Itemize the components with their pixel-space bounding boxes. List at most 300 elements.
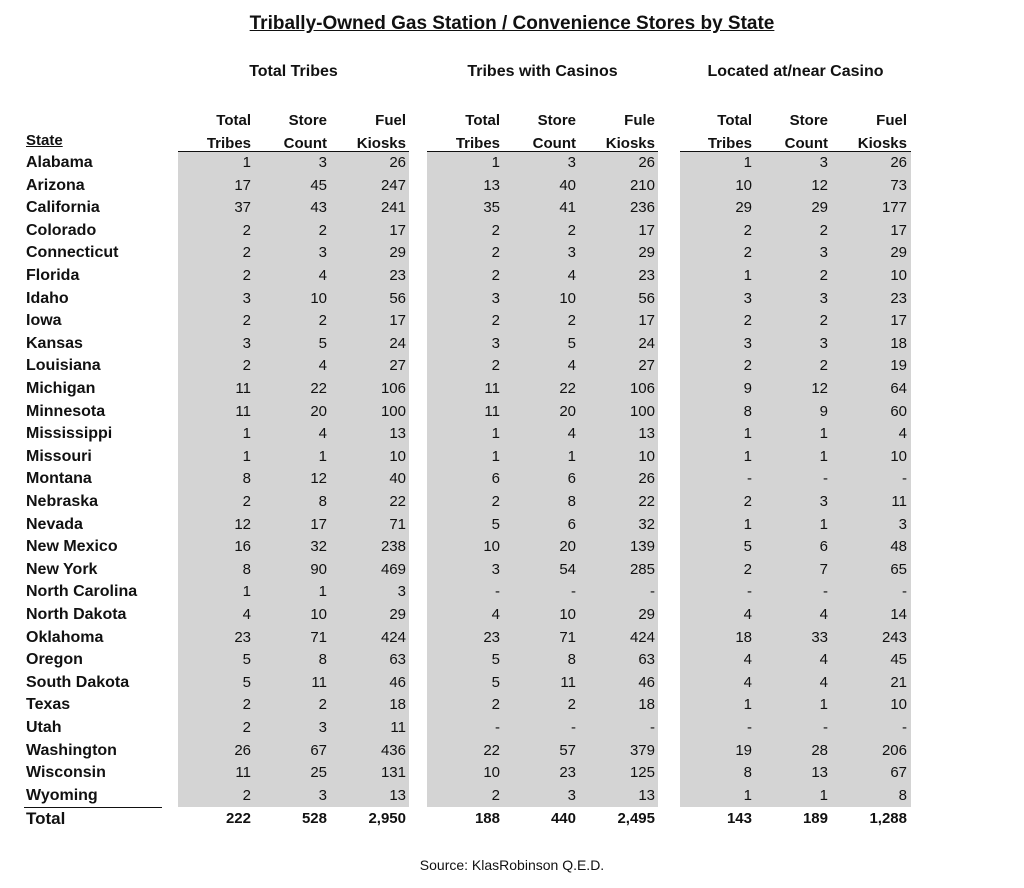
column-header xyxy=(424,109,500,155)
table-cell: 1 xyxy=(567,447,576,465)
table-cell: 65 xyxy=(890,560,907,578)
table-cell: - xyxy=(902,719,907,736)
table-cell: 3 xyxy=(567,154,576,171)
table-cell: 11 xyxy=(390,719,406,736)
column-header xyxy=(330,109,406,155)
table-cell: 100 xyxy=(629,402,655,420)
table-row xyxy=(0,604,1024,627)
table-cell: 1 xyxy=(743,425,752,443)
table-cell: 2 xyxy=(242,786,251,804)
table-cell: 2 xyxy=(491,493,500,510)
state-name: Minnesota xyxy=(26,402,106,420)
state-name: Oklahoma xyxy=(26,628,104,646)
table-cell: 13 xyxy=(483,176,500,194)
table-cell: 4 xyxy=(567,357,576,375)
table-cell: 2 xyxy=(491,786,500,804)
column-header-line2: Kiosks xyxy=(857,135,907,152)
table-cell: 5 xyxy=(567,334,576,352)
table-cell: 17 xyxy=(890,221,907,239)
table-cell: 2 xyxy=(819,267,828,284)
table-cell: 22 xyxy=(310,380,327,397)
table-cell: 11 xyxy=(891,493,907,510)
table-cell: 18 xyxy=(389,696,406,714)
table-cell: 1 xyxy=(491,154,500,171)
table-cell: 1 xyxy=(819,515,828,533)
table-cell: 11 xyxy=(235,764,251,782)
table-row xyxy=(0,717,1024,740)
column-header xyxy=(175,109,251,155)
table-cell: 1 xyxy=(819,447,828,465)
column-header-line2: Count xyxy=(283,135,327,152)
table-cell: 2 xyxy=(318,312,327,330)
table-cell: 1 xyxy=(242,583,251,601)
table-cell: 20 xyxy=(559,402,576,420)
table-cell: 2 xyxy=(242,312,251,330)
table-cell: 3 xyxy=(318,786,327,804)
table-cell: 22 xyxy=(559,380,576,397)
column-header xyxy=(579,109,655,155)
table-cell: 238 xyxy=(380,538,406,556)
table-cell: 7 xyxy=(819,560,828,578)
group-title-total-tribes: Total Tribes xyxy=(249,63,338,80)
table-cell: 3 xyxy=(491,560,500,578)
table-cell: 4 xyxy=(898,425,907,443)
table-cell: 1 xyxy=(819,696,828,714)
table-cell: 8 xyxy=(898,786,907,804)
column-header-line1: Fule xyxy=(624,112,655,129)
table-row xyxy=(0,197,1024,220)
table-cell: 4 xyxy=(318,425,327,443)
table-row xyxy=(0,740,1024,763)
table-cell: 3 xyxy=(819,154,828,171)
table-cell: 27 xyxy=(638,357,655,375)
table-cell: 6 xyxy=(567,470,576,488)
table-cell: 2 xyxy=(743,357,752,375)
state-name: Washington xyxy=(26,741,117,759)
table-cell: 6 xyxy=(491,470,500,488)
table-cell: 35 xyxy=(483,199,500,217)
total-cell: 1,288 xyxy=(869,810,907,827)
table-cell: 17 xyxy=(638,221,655,239)
table-cell: 2 xyxy=(491,312,500,330)
table-row xyxy=(0,355,1024,378)
table-cell: 2 xyxy=(491,357,500,375)
table-cell: 23 xyxy=(559,764,576,782)
state-column-header: State xyxy=(26,132,63,149)
total-cell: 2,495 xyxy=(617,810,655,827)
table-cell: 20 xyxy=(310,402,327,420)
table-cell: 379 xyxy=(629,741,655,759)
table-cell: 56 xyxy=(389,289,406,307)
table-cell: 22 xyxy=(638,493,655,510)
table-cell: 23 xyxy=(890,289,907,307)
table-cell: 4 xyxy=(242,606,251,623)
table-cell: - xyxy=(747,583,752,601)
table-cell: 90 xyxy=(310,560,327,578)
table-row xyxy=(0,310,1024,333)
table-cell: 436 xyxy=(380,741,406,759)
table-cell: 25 xyxy=(310,764,327,782)
table-cell: 10 xyxy=(890,447,907,465)
state-name: Michigan xyxy=(26,380,96,397)
state-name: New Mexico xyxy=(26,538,118,556)
table-cell: 23 xyxy=(483,628,500,646)
table-cell: 1 xyxy=(819,425,828,443)
table-cell: 2 xyxy=(743,312,752,330)
column-header-line2: Count xyxy=(532,135,576,152)
table-cell: - xyxy=(495,583,500,601)
table-cell: 4 xyxy=(318,267,327,284)
column-header-line2: Tribes xyxy=(707,135,752,152)
table-cell: 17 xyxy=(389,312,406,330)
table-cell: 5 xyxy=(491,673,500,691)
table-row xyxy=(0,288,1024,311)
table-cell: 18 xyxy=(890,334,907,352)
table-cell: 177 xyxy=(881,199,907,217)
table-cell: 4 xyxy=(491,606,500,623)
table-cell: 2 xyxy=(567,221,576,239)
table-cell: 10 xyxy=(310,289,327,307)
table-cell: 2 xyxy=(242,267,251,284)
table-cell: 24 xyxy=(638,334,655,352)
total-cell: 188 xyxy=(474,810,500,827)
table-cell: 243 xyxy=(881,628,907,646)
table-cell: 8 xyxy=(743,764,752,782)
table-cell: 10 xyxy=(559,606,576,623)
table-cell: 23 xyxy=(389,267,406,284)
table-cell: 11 xyxy=(484,380,500,397)
table-cell: 2 xyxy=(567,312,576,330)
table-cell: 3 xyxy=(743,334,752,352)
table-cell: 37 xyxy=(234,199,251,217)
total-cell: 528 xyxy=(301,810,327,827)
table-cell: 8 xyxy=(567,493,576,510)
table-cell: 3 xyxy=(491,334,500,352)
table-row xyxy=(0,468,1024,491)
table-cell: - xyxy=(747,470,752,488)
table-cell: 19 xyxy=(890,357,907,375)
table-cell: 2 xyxy=(242,696,251,714)
table-cell: 2 xyxy=(819,312,828,330)
column-header-line1: Total xyxy=(465,112,500,129)
table-cell: 17 xyxy=(234,176,251,194)
total-cell: 222 xyxy=(225,810,251,827)
table-cell: 29 xyxy=(638,606,655,623)
table-cell: 106 xyxy=(380,380,406,397)
table-cell: 10 xyxy=(483,764,500,782)
table-cell: 1 xyxy=(743,447,752,465)
table-cell: 1 xyxy=(743,154,752,171)
table-cell: 2 xyxy=(242,221,251,239)
table-cell: 1 xyxy=(819,786,828,804)
table-cell: 5 xyxy=(242,651,251,669)
table-cell: 1 xyxy=(743,696,752,714)
table-cell: 8 xyxy=(743,402,752,420)
state-name: Iowa xyxy=(26,312,62,330)
table-cell: 4 xyxy=(819,673,828,691)
state-name: Wyoming xyxy=(26,786,98,804)
table-cell: 247 xyxy=(380,176,406,194)
table-cell: 40 xyxy=(389,470,406,488)
table-cell: 56 xyxy=(638,289,655,307)
table-cell: 32 xyxy=(310,538,327,556)
table-cell: 5 xyxy=(318,334,327,352)
total-cell: 189 xyxy=(802,810,828,827)
table-cell: 57 xyxy=(559,741,576,759)
table-cell: 71 xyxy=(310,628,327,646)
table-cell: 1 xyxy=(242,154,251,171)
column-header xyxy=(676,109,752,155)
page-title: Tribally-Owned Gas Station / Convenience Stores by State xyxy=(249,13,775,34)
table-cell: 1 xyxy=(743,786,752,804)
table-cell: 3 xyxy=(318,719,327,736)
column-header xyxy=(752,109,828,155)
table-row xyxy=(0,649,1024,672)
table-cell: 5 xyxy=(491,651,500,669)
table-cell: 4 xyxy=(567,425,576,443)
table-cell: 2 xyxy=(567,696,576,714)
table-row xyxy=(0,491,1024,514)
table-cell: 10 xyxy=(389,447,406,465)
table-cell: 4 xyxy=(819,651,828,669)
table-cell: 4 xyxy=(567,267,576,284)
table-cell: 45 xyxy=(890,651,907,669)
table-cell: - xyxy=(650,583,655,601)
table-cell: 17 xyxy=(638,312,655,330)
table-cell: 2 xyxy=(743,221,752,239)
table-cell: - xyxy=(902,583,907,601)
table-cell: 8 xyxy=(242,470,251,488)
table-row xyxy=(0,446,1024,469)
table-cell: 125 xyxy=(629,764,655,782)
table-cell: 4 xyxy=(743,651,752,669)
table-cell: 12 xyxy=(234,515,251,533)
table-cell: 29 xyxy=(735,199,752,217)
state-name: Missouri xyxy=(26,447,92,465)
table-cell: 2 xyxy=(819,357,828,375)
table-row xyxy=(0,401,1024,424)
table-cell: 2 xyxy=(819,221,828,239)
table-cell: 16 xyxy=(234,538,251,556)
table-cell: 206 xyxy=(881,741,907,759)
state-name: Oregon xyxy=(26,651,83,669)
table-cell: 2 xyxy=(743,560,752,578)
state-name: Mississippi xyxy=(26,425,113,443)
column-header-line2: Count xyxy=(784,135,828,152)
table-row xyxy=(0,175,1024,198)
state-name: Utah xyxy=(26,719,62,736)
column-header-line1: Fuel xyxy=(876,112,907,129)
table-cell: 285 xyxy=(629,560,655,578)
table-cell: 29 xyxy=(389,244,406,262)
table-cell: 2 xyxy=(491,696,500,714)
table-cell: 26 xyxy=(389,154,406,171)
table-cell: 1 xyxy=(491,447,500,465)
table-cell: 11 xyxy=(235,402,251,420)
table-cell: 236 xyxy=(629,199,655,217)
table-row xyxy=(0,152,1024,175)
table-cell: 12 xyxy=(811,176,828,194)
table-cell: 11 xyxy=(235,380,251,397)
table-cell: 5 xyxy=(491,515,500,533)
state-name: Kansas xyxy=(26,334,83,352)
table-cell: 24 xyxy=(389,334,406,352)
table-cell: 10 xyxy=(735,176,752,194)
table-cell: 8 xyxy=(242,560,251,578)
table-cell: 1 xyxy=(242,447,251,465)
table-cell: 3 xyxy=(819,493,828,510)
table-row xyxy=(0,785,1024,808)
group-title-located-near-casino: Located at/near Casino xyxy=(707,63,884,80)
column-header-line1: Store xyxy=(789,112,828,129)
table-cell: 2 xyxy=(743,244,752,262)
table-cell: 5 xyxy=(743,538,752,556)
table-row xyxy=(0,581,1024,604)
table-cell: - xyxy=(650,719,655,736)
table-cell: 12 xyxy=(811,380,828,397)
table-cell: 67 xyxy=(310,741,327,759)
table-cell: 26 xyxy=(638,154,655,171)
table-cell: 131 xyxy=(380,764,406,782)
state-name: Louisiana xyxy=(26,357,101,375)
table-cell: 2 xyxy=(242,244,251,262)
table-cell: - xyxy=(495,719,500,736)
table-cell: - xyxy=(747,719,752,736)
column-header-line1: Store xyxy=(537,112,576,129)
table-cell: 33 xyxy=(811,628,828,646)
table-cell: 4 xyxy=(743,606,752,623)
state-name: Montana xyxy=(26,470,92,488)
table-cell: 10 xyxy=(890,267,907,284)
table-cell: 23 xyxy=(234,628,251,646)
table-cell: 424 xyxy=(380,628,406,646)
table-cell: 13 xyxy=(638,425,655,443)
table-cell: 469 xyxy=(380,560,406,578)
column-header-line2: Kiosks xyxy=(605,135,655,152)
column-header-line1: Fuel xyxy=(375,112,406,129)
table-cell: 18 xyxy=(638,696,655,714)
table-cell: 22 xyxy=(483,741,500,759)
table-cell: 3 xyxy=(819,289,828,307)
table-cell: 26 xyxy=(234,741,251,759)
total-cell: 440 xyxy=(550,810,576,827)
state-name: California xyxy=(26,199,100,217)
state-name: Connecticut xyxy=(26,244,119,262)
table-cell: 46 xyxy=(638,673,655,691)
state-name: Wisconsin xyxy=(26,764,106,782)
table-cell: 18 xyxy=(735,628,752,646)
table-cell: 26 xyxy=(638,470,655,488)
column-header-line1: Total xyxy=(216,112,251,129)
table-cell: 71 xyxy=(559,628,576,646)
table-cell: 6 xyxy=(819,538,828,556)
table-cell: 9 xyxy=(819,402,828,420)
table-cell: - xyxy=(571,719,576,736)
table-row xyxy=(0,559,1024,582)
table-cell: 3 xyxy=(743,289,752,307)
table-cell: 23 xyxy=(638,267,655,284)
table-cell: 210 xyxy=(629,176,655,194)
table-cell: 1 xyxy=(318,583,327,601)
total-cell: 143 xyxy=(726,810,752,827)
table-cell: 3 xyxy=(242,334,251,352)
group-title-tribes-with-casinos: Tribes with Casinos xyxy=(467,63,618,80)
table-cell: 8 xyxy=(567,651,576,669)
table-cell: 8 xyxy=(318,651,327,669)
table-cell: 10 xyxy=(310,606,327,623)
table-cell: 14 xyxy=(890,606,907,623)
table-cell: - xyxy=(823,470,828,488)
total-row xyxy=(0,808,1024,831)
table-cell: - xyxy=(902,470,907,488)
source-note: Source: KlasRobinson Q.E.D. xyxy=(419,857,605,873)
table-cell: 20 xyxy=(559,538,576,556)
table-row xyxy=(0,672,1024,695)
table-row xyxy=(0,423,1024,446)
table-cell: 4 xyxy=(318,357,327,375)
table-cell: 17 xyxy=(310,515,327,533)
state-name: Nebraska xyxy=(26,493,99,510)
state-name: Arizona xyxy=(26,176,85,194)
table-cell: 241 xyxy=(380,199,406,217)
state-name: North Carolina xyxy=(26,583,138,601)
table-cell: 2 xyxy=(318,221,327,239)
table-cell: - xyxy=(823,583,828,601)
table-cell: 41 xyxy=(559,199,576,217)
table-row xyxy=(0,220,1024,243)
total-cell: 2,950 xyxy=(368,810,406,827)
column-header xyxy=(500,109,576,155)
table-row xyxy=(0,333,1024,356)
table-cell: 28 xyxy=(811,741,828,759)
table-cell: - xyxy=(571,583,576,601)
table-row xyxy=(0,762,1024,785)
table-cell: 45 xyxy=(310,176,327,194)
table-cell: 19 xyxy=(735,741,752,759)
table-cell: 17 xyxy=(389,221,406,239)
table-cell: 10 xyxy=(890,696,907,714)
table-cell: 2 xyxy=(491,221,500,239)
table-row xyxy=(0,242,1024,265)
table-cell: 26 xyxy=(890,154,907,171)
column-header-line1: Total xyxy=(717,112,752,129)
table-cell: 64 xyxy=(890,380,907,397)
column-header-line2: Kiosks xyxy=(356,135,406,152)
state-name: Colorado xyxy=(26,221,97,239)
table-cell: 71 xyxy=(389,515,406,533)
table-cell: 73 xyxy=(890,176,907,194)
table-cell: 139 xyxy=(629,538,655,556)
table-cell: 11 xyxy=(484,402,500,420)
table-cell: 11 xyxy=(311,673,327,691)
table-cell: 67 xyxy=(890,764,907,782)
table-row xyxy=(0,627,1024,650)
table-cell: 1 xyxy=(318,447,327,465)
table-cell: 13 xyxy=(389,786,406,804)
table-cell: 11 xyxy=(560,673,576,691)
table-cell: 10 xyxy=(483,538,500,556)
table-cell: 60 xyxy=(890,402,907,420)
table-cell: 13 xyxy=(811,764,828,782)
table-cell: 3 xyxy=(819,334,828,352)
column-header-line2: Tribes xyxy=(206,135,251,152)
state-name: Florida xyxy=(26,267,80,284)
table-cell: 3 xyxy=(318,244,327,262)
table-cell: 29 xyxy=(638,244,655,262)
table-cell: 3 xyxy=(318,154,327,171)
table-cell: 4 xyxy=(743,673,752,691)
table-cell: 9 xyxy=(743,380,752,397)
